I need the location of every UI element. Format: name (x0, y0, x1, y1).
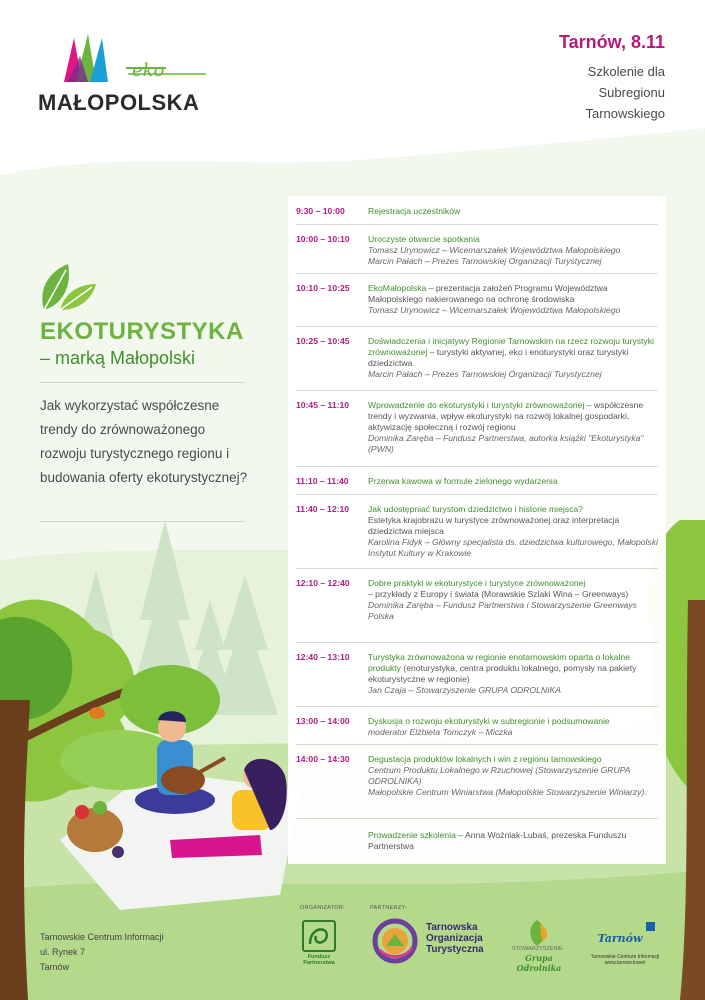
venue-street: ul. Rynek 7 (40, 947, 86, 957)
grupa-odrolnika-top-text: STOWARZYSZENIE (512, 946, 563, 952)
venue-address (40, 930, 164, 975)
schedule-separator (296, 818, 658, 819)
tot-line-2: Organizacja (426, 933, 483, 944)
event-city-date: Tarnów, 8.11 (558, 32, 665, 52)
schedule-time: 10:45 – 11:10 (296, 400, 350, 410)
schedule-person: moderator Elżbieta Tomczyk – Miczka (368, 727, 513, 737)
leaves-icon (38, 260, 98, 315)
tarnowska-organizacja-turystyczna-logo-icon (372, 918, 418, 964)
fundusz-line-2: Partnerstwa (303, 960, 335, 966)
schedule-time: 11:10 – 11:40 (296, 476, 349, 486)
schedule-separator (296, 744, 658, 745)
fundusz-partnerstwa-mark-icon (304, 922, 334, 950)
schedule-person: Jan Czaja – Stowarzyszenie GRUPA ODROLNIKA (368, 685, 561, 695)
schedule-desc: – prezentacja założeń Programu Województwa Małopolskiego nakierowanego na ochronę środowiska (368, 283, 608, 304)
schedule-title: Dobre praktyki w ekoturystyce i turystyce zrównoważonej (368, 578, 586, 588)
schedule-separator (296, 706, 658, 707)
schedule-separator (296, 326, 658, 327)
schedule-desc: – turystyki aktywnej, eko i enoturystyki oraz turystyki dziedzictwa (368, 347, 629, 368)
schedule-title: Przerwa kawowa w formule zielonego wydarzenia (368, 476, 558, 486)
schedule-title: Doświadczenia i inicjatywy Regionie Tarnowskim na rzecz rozwoju turystyki zrównoważonej (368, 336, 654, 357)
schedule-time: 12:40 – 13:10 (296, 652, 350, 662)
fundusz-partnerstwa-logo (302, 920, 336, 952)
logo-eko-text: eko (132, 60, 165, 81)
headline-question: Jak wykorzystać współczesne trendy do zrównoważonego rozwoju turystycznego regionu i budowania oferty ekoturystycznej? (40, 398, 248, 485)
headline-subtitle: – marką Małopolski (40, 348, 196, 368)
schedule-time: 14:00 – 14:30 (296, 754, 350, 764)
schedule-time: 10:00 – 10:10 (296, 234, 350, 244)
schedule-person: Tomasz Urynowicz – Wicemarszałek Województwa Małopolskiego (368, 305, 621, 315)
tarnowskie-centrum-informacji-text (580, 954, 670, 966)
tot-line-3: Turystyczna (426, 944, 484, 955)
logo-malopolska-text: MAŁOPOLSKA (38, 90, 200, 115)
organizer-label: ORGANIZATOR: (300, 905, 345, 911)
grupa-odrolnika-logo-icon (522, 918, 552, 948)
schedule-person: Dominika Zaręba – Fundusz Partnerstwa, autorka książki "Ekoturystyka" (PWN) (368, 433, 644, 454)
tarnowskie-centrum-informacji-logo-text: Tarnów (597, 932, 643, 945)
schedule-time: 9:30 – 10:00 (296, 206, 345, 216)
schedule-title: Turystyka zrównoważona w regionie enotarnowskim oparta o lokalne produkty (368, 652, 630, 673)
schedule-title: Wprowadzenie do ekoturystyki i turystyki zrównoważonej (368, 400, 585, 410)
schedule-time: 10:10 – 10:25 (296, 283, 350, 293)
fundusz-partnerstwa-text (298, 954, 340, 966)
divider-top (40, 382, 245, 383)
schedule-desc: – przykłady z Europy i świata (Morawskie Szlaki Wina – Greenways) (368, 589, 629, 599)
schedule-time: 12:10 – 12:40 (296, 578, 350, 588)
divider-bottom (40, 521, 245, 522)
event-header (559, 32, 665, 124)
schedule-person: Marcin Pałach – Prezes Tarnowskiej Organizacji Turystycznej (368, 369, 602, 379)
fundusz-line-1: Fundusz (307, 954, 331, 960)
schedule-desc: (enoturystyka, centra produktu lokalnego, pomysły na pakiety ekoturystyczne w regionie) (368, 663, 637, 684)
headline (40, 318, 250, 369)
partners-label: PARTNERZY: (370, 905, 408, 911)
schedule-person: Marcin Pałach – Prezes Tarnowskiej Organizacji Turystycznej (368, 256, 602, 266)
schedule-separator (296, 494, 658, 495)
schedule-separator (296, 390, 658, 391)
schedule-title: Rejestracja uczestników (368, 206, 461, 216)
schedule-separator (296, 642, 658, 643)
schedule-separator (296, 224, 658, 225)
tot-line-1: Tarnowska (426, 922, 478, 933)
headline-title: EKOTURYSTYKA (40, 318, 244, 345)
schedule-time: 11:40 – 12:10 (296, 504, 350, 514)
venue-city: Tarnów (40, 962, 70, 972)
venue-name: Tarnowskie Centrum Informacji (40, 932, 164, 942)
schedule-person: Tomasz Urynowicz – Wicemarszałek Województwa Małopolskiego (368, 245, 621, 255)
closing-text: – Anna Woźniak-Lubaś, prezeska Funduszu Partnerstwa (368, 830, 627, 851)
schedule-person: Karolina Fidyk – Główny specjalista ds. dziedzictwa kulturowego, Małopolski Instytut Kultury w Krakowie (368, 537, 658, 558)
schedule-person: Małopolskie Centrum Winiarstwa (Małopolskie Stowarzyszenie Winiarzy). (368, 787, 647, 797)
schedule-title: Degustacja produktów lokalnych i win z regionu tarnowskiego (368, 754, 602, 764)
schedule-desc: Estetyka krajobrazu w turystyce zrównoważonej oraz interpretacja dziedzictwa miejsca (368, 515, 620, 536)
schedule-separator (296, 273, 658, 274)
tci-line-2: www.tarnow.travel (604, 960, 646, 966)
schedule-person: Dominika Zaręba – Fundusz Partnerstwa i Stowarzyszenie Greenways Polska (368, 600, 637, 621)
event-subtitle-line-3: Tarnowskiego (585, 106, 665, 121)
schedule-person: Centrum Produktu Lokalnego w Rzuchowej (Stowarzyszenie GRUPA ODROLNIKA) (368, 765, 631, 786)
tci-info-icon (646, 922, 655, 931)
schedule-title: Dyskusja o rozwoju ekoturystyki w subregionie i podsumowanie (368, 716, 610, 726)
tci-line-1: Tarnowskie Centrum Informacji (590, 954, 660, 960)
schedule-title: EkoMałopolska (368, 283, 427, 293)
schedule-separator (296, 466, 658, 467)
schedule-time: 10:25 – 10:45 (296, 336, 350, 346)
event-subtitle-line-2: Subregionu (598, 85, 665, 100)
schedule-time: 13:00 – 14:00 (296, 716, 350, 726)
grupa-odrolnika-text: Grupa Odrolnika (516, 953, 562, 973)
event-subtitle-line-1: Szkolenie dla (587, 64, 665, 79)
schedule-desc: – współczesne trendy i wyzwania, wpływ ekoturystyki na rozwój lokalnej gospodarki, aktywizację społeczną i rozwój regionu (368, 400, 644, 432)
schedule-title: Jak udostępniać turystom dziedzictwo i historie miejsca? (368, 504, 583, 514)
closing-label: Prowadzenie szkolenia (368, 830, 456, 840)
schedule-panel (288, 196, 666, 864)
schedule-separator (296, 568, 658, 569)
tarnowska-organizacja-turystyczna-text (426, 922, 484, 955)
schedule-title: Uroczyste otwarcie spotkania (368, 234, 480, 244)
